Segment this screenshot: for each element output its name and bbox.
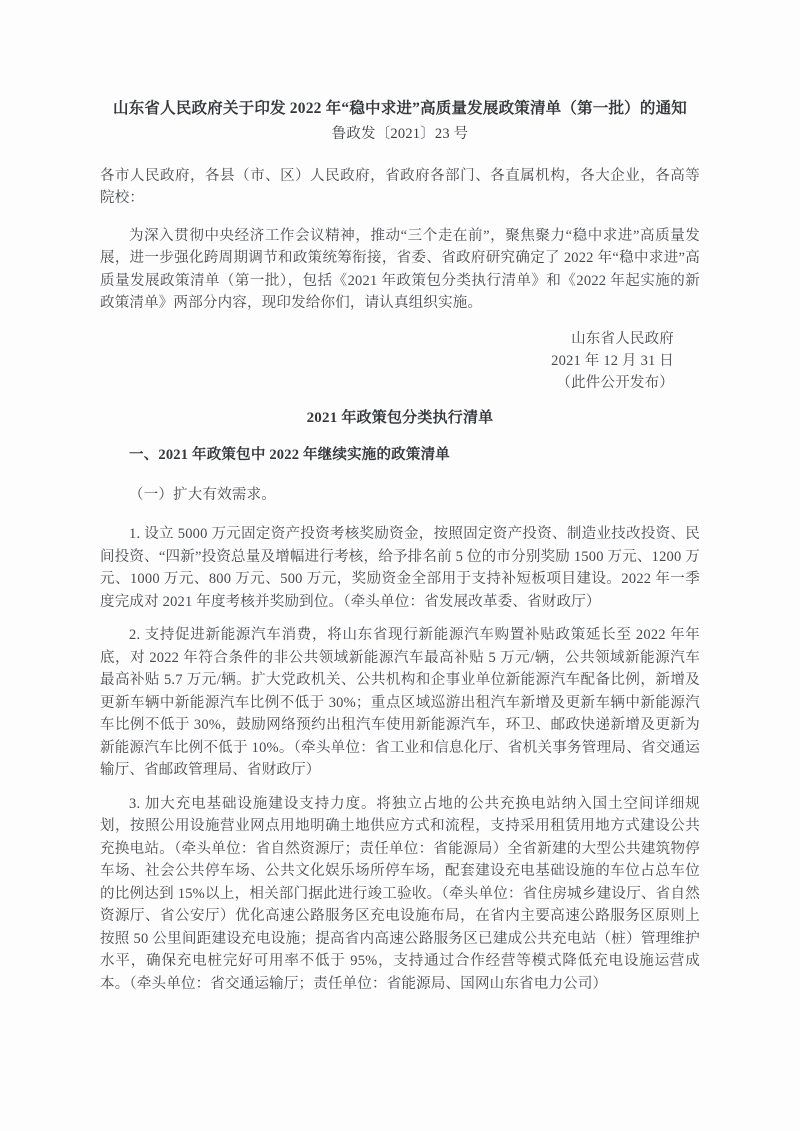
doc-number: 鲁政发〔2021〕23 号	[331, 126, 469, 142]
doc-title: 山东省人民政府关于印发 2022 年“稳中求进”高质量发展政策清单（第一批）的通知	[113, 100, 687, 117]
subsection-title: 一、2021 年政策包中 2022 年继续实施的政策清单	[129, 447, 450, 463]
clause-title: （一）扩大有效需求。	[129, 486, 276, 503]
policy-item-1: 1. 设立 5000 万元固定资产投资考核奖励资金，按照固定资产投资、制造业技改投资、民间投资、“四新”投资总量及增幅进行考核，给予排名前 5 位的市分别奖励 1500 万元、1200 万元、1000 万元、800 万元、500 万元，奖励资金全部用于支持补短板项目建设。2022 年一季度完成对 2021 年度考核并奖励到位。（牵头单位：省发展改革委、省财政厅）	[100, 526, 700, 610]
salutation: 各市人民政府，各县（市、区）人民政府，省政府各部门、各直属机构，各大企业，各高等院校：	[100, 167, 700, 206]
intro-paragraph: 为深入贯彻中央经济工作会议精神，推动“三个走在前”，聚焦聚力“稳中求进”高质量发展，进一步强化跨周期调节和政策统筹衔接，省委、省政府研究确定了 2022 年“稳中求进”高质量发展政策清单（第一批），包括《2021 年政策包分类执行清单》和《2022 年起实施的新政策清单》两部分内容，现印发给你们，请认真组织实施。	[100, 227, 700, 311]
signature-note: （此件公开发布）	[556, 374, 674, 391]
signature-date: 2021 年 12 月 31 日	[551, 352, 674, 369]
policy-item-2: 2. 支持促进新能源汽车消费，将山东省现行新能源汽车购置补贴政策延长至 2022 年年底，对 2022 年符合条件的非公共领域新能源汽车最高补贴 5 万元/辆，公共领域新能源汽车最高补贴 5.7 万元/辆。扩大党政机关、公共机构和企事业单位新能源汽车配备比例，新增及更新车辆中新能源汽车比例不低于 30%；重点区域巡游出租汽车新增及更新车辆中新能源汽车比例不低于 30%，鼓励网络预约出租汽车使用新能源汽车，环卫、邮政快递新增及更新为新能源汽车比例不低于 10%。（牵头单位：省工业和信息化厅、省机关事务管理局、省交通运输厅、省邮政管理局、省财政厅）	[100, 627, 700, 778]
document-content	[100, 0, 700, 995]
section-title: 2021 年政策包分类执行清单	[306, 409, 494, 426]
policy-item-3: 3. 加大充电基础设施建设支持力度。将独立占地的公共充换电站纳入国土空间详细规划，按照公用设施营业网点用地明确土地供应方式和流程，支持采用租赁用地方式建设公共充换电站。（牵头单位：省自然资源厅；责任单位：省能源局）全省新建的大型公共建筑物停车场、社会公共停车场、公共文化娱乐场所停车场，配套建设充电基础设施的车位占总车位的比例达到 15%以上，相关部门据此进行竣工验收。（牵头单位：省住房城乡建设厅、省自然资源厅、省公安厅）优化高速公路服务区充电设施布局，在省内主要高速公路服务区原则上按照 50 公里间距建设充电设施；提高省内高速公路服务区已建成公共充电站（桩）管理维护水平，确保充电桩完好可用率不低于 95%，支持通过合作经营等模式降低充电设施运营成本。（牵头单位：省交通运输厅；责任单位：省能源局、国网山东省电力公司）	[100, 795, 700, 992]
signature-org: 山东省人民政府	[571, 330, 674, 347]
signature-block	[100, 328, 700, 394]
